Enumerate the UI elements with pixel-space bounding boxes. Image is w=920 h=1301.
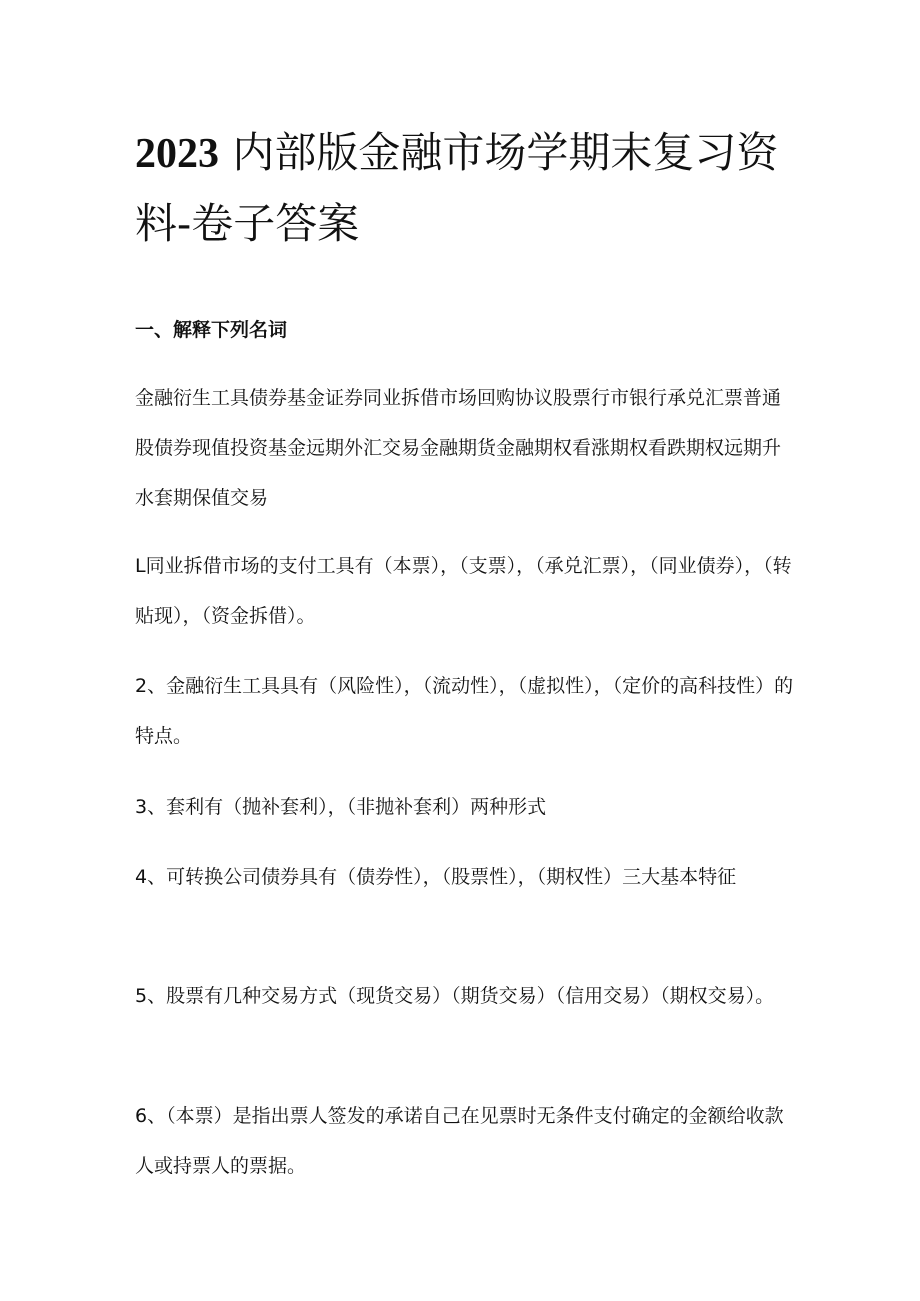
question-item-2: 2、金融衍生工具具有（风险性），（流动性），（虚拟性），（定价的高科技性）的特点。: [135, 675, 794, 747]
section-heading: 一、解释下列名词: [135, 319, 288, 341]
question-item-6: 6、（本票）是指出票人签发的承诺自己在见票时无条件支付确定的金额给收款人或持票人的票据。: [135, 1105, 784, 1177]
question-item-3: 3、套利有（抛补套利），（非抛补套利）两种形式: [135, 796, 547, 818]
question-item-1: L同业拆借市场的支付工具有（本票），（支票），（承兑汇票），（同业债券），（转贴现），（资金拆借）。: [135, 555, 792, 627]
question-item-4: 4、可转换公司债券具有（债券性），（股票性），（期权性）三大基本特征: [135, 866, 737, 888]
document-title: [135, 118, 795, 259]
title-text: 内部版金融市场学期末复习资料-卷子答案: [135, 128, 779, 248]
question-item-5: 5、股票有几种交易方式（现货交易）（期货交易）（信用交易）（期权交易）。: [135, 985, 775, 1007]
terms-list-paragraph: 金融衍生工具债券基金证券同业拆借市场回购协议股票行市银行承兑汇票普通股债券现值投资基金远期外汇交易金融期货金融期权看涨期权看跌期权远期升水套期保值交易: [135, 387, 782, 509]
title-year: 2023: [135, 131, 219, 177]
